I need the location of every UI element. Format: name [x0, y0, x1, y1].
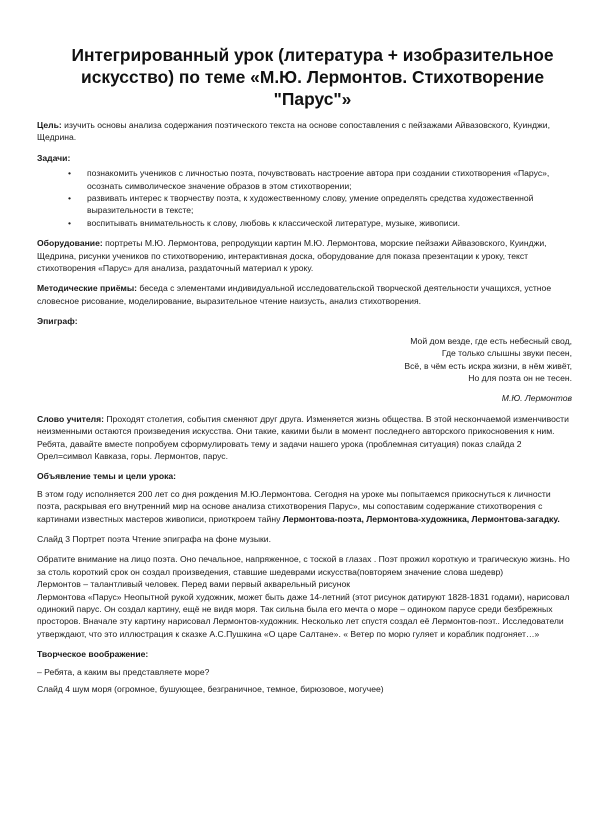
face-section	[37, 553, 576, 640]
tasks-label: Задачи:	[37, 152, 71, 163]
epigraph-poem	[37, 335, 576, 405]
slide3-section	[37, 533, 576, 545]
creative-slide4: Слайд 4 шум моря (огромное, бушующее, безграничное, темное, бирюзовое, могучее)	[37, 684, 384, 695]
equipment-label: Оборудование:	[37, 238, 103, 249]
teacher-text-2: Ребята, давайте вместе попробуем сформулировать тему и задачи нашего урока (проблемная ситуация) показ слайда 2 Орел=символ Кавказа, горы. Лермонтов, парус.	[37, 438, 522, 461]
tasks-list	[37, 167, 576, 229]
slide3-text: Слайд 3 Портрет поэта Чтение эпиграфа на фоне музыки.	[37, 533, 271, 544]
equipment-section	[37, 237, 576, 274]
list-item	[68, 192, 576, 217]
list-item	[68, 217, 576, 229]
methods-section	[37, 282, 576, 307]
creative-question: – Ребята, а каким вы представляете море?	[37, 666, 210, 677]
list-item	[68, 167, 576, 192]
task-text: познакомить учеников с личностью поэта, почувствовать настроение автора при создании стихотворения «Парус», осознать символическое значение образов в этом стихотворении;	[87, 168, 550, 191]
task-text: воспитывать внимательность к слову, любовь к классической литературе, музыке, живописи.	[87, 217, 461, 228]
announce-label: Объявление темы и цели урока:	[37, 471, 177, 482]
epigraph-label: Эпиграф:	[37, 316, 78, 327]
epigraph-section	[37, 315, 576, 404]
bullet-icon: •	[68, 193, 72, 204]
announce-bold: Лермонтова-поэта, Лермонтова-художника, Лермонтова-загадку.	[282, 513, 560, 524]
face-text: Обратите внимание на лицо поэта. Оно печальное, напряженное, с тоской в глазах . Поэт прожил короткую и трагическую жизнь. Но за столь короткий срок он создал произведения, ставшие шедеврами искусства(повторяем значение слова шедевр)	[37, 554, 570, 577]
announce-section	[37, 470, 576, 525]
painter-line-2: Лермонтова «Парус» Неопытной рукой художник, может быть даже 14-летний (этот рисунок датируют 1828-1831 годами), нарисовал одинокий парус. Он создал картину, ещё не видя моря. Так сильна была его мечта о море – одиноком парусе среди безбрежных просторов. Вначале эту картину нарисовал Лермонтов-художник. Несколько лет спустя создал её Лермонтов-поэт.. Исследователи утверждают, что это иллюстрация к сказке А.С.Пушкина «О царе Салтане». « Ветер по морю гуляет и кораблик подгоняет…»	[37, 591, 570, 639]
epigraph-line: Где только слышны звуки песен,	[441, 348, 572, 359]
creative-label: Творческое воображение:	[37, 649, 149, 660]
epigraph-author: М.Ю. Лермонтов	[501, 393, 572, 404]
teacher-section	[37, 413, 576, 463]
epigraph-line: Всё, в чём есть искра жизни, в нём живёт,	[404, 360, 572, 371]
creative-section	[37, 648, 576, 695]
painter-line-1: Лермонтов – талантливый человек. Перед вами первый акварельный рисунок	[37, 579, 351, 590]
announce-text: В этом году исполняется 200 лет со дня рождения М.Ю.Лермонтова. Сегодня на уроке мы попытаемся прикоснуться к личности поэта, раскрывая его внутренний мир на основе анализа стихотворения Парус», мы сопоставим содержание стихотворения с картинами известных мастеров живописи, приоткроем тайну	[37, 488, 551, 524]
page-title: Интегрированный урок (литература + изобразительное искусство) по теме «М.Ю. Лермонтов. Стихотворение "Парус"»	[71, 45, 554, 109]
teacher-text: Проходят столетия, события сменяют друг друга. Изменяется жизнь общества. В этой нескончаемой изменчивости неизменными остаются произведения искусства. Они такие, какими были в момент последнего авторского прикосновения к ним.	[37, 413, 569, 437]
goal-section	[37, 119, 576, 144]
document-page	[0, 44, 612, 836]
epigraph-line: Мой дом везде, где есть небесный свод,	[410, 335, 572, 346]
methods-text: беседа с элементами индивидуальной исследовательской творческой деятельности учащихся, устное словесное рисование, моделирование, выразительное чтение наизусть, анализ стихотворения.	[37, 283, 552, 306]
epigraph-line: Но для поэта он не тесен.	[468, 372, 572, 383]
goal-label: Цель:	[37, 120, 62, 130]
goal-text: изучить основы анализа содержания поэтического текста на основе сопоставления с пейзажами Айвазовского, Куинджи, Щедрина.	[37, 120, 550, 143]
bullet-icon: •	[68, 168, 72, 179]
methods-label: Методические приёмы:	[37, 283, 138, 294]
task-text: развивать интерес к творчеству поэта, к художественному слову, умение определять средства художественной выразительности в тексте;	[87, 193, 534, 216]
teacher-label: Слово учителя:	[37, 413, 104, 424]
bullet-icon: •	[68, 217, 72, 228]
equipment-text: портреты М.Ю. Лермонтова, репродукции картин М.Ю. Лермонтова, морские пейзажи Айвазовского, Куинджи, Щедрина, рисунки учеников по стихотворению, интерактивная доска, оборудование для показа презентации к уроку, текст стихотворения «Парус» для анализа, раздаточный материал к уроку.	[37, 238, 547, 274]
tasks-section	[37, 152, 576, 229]
